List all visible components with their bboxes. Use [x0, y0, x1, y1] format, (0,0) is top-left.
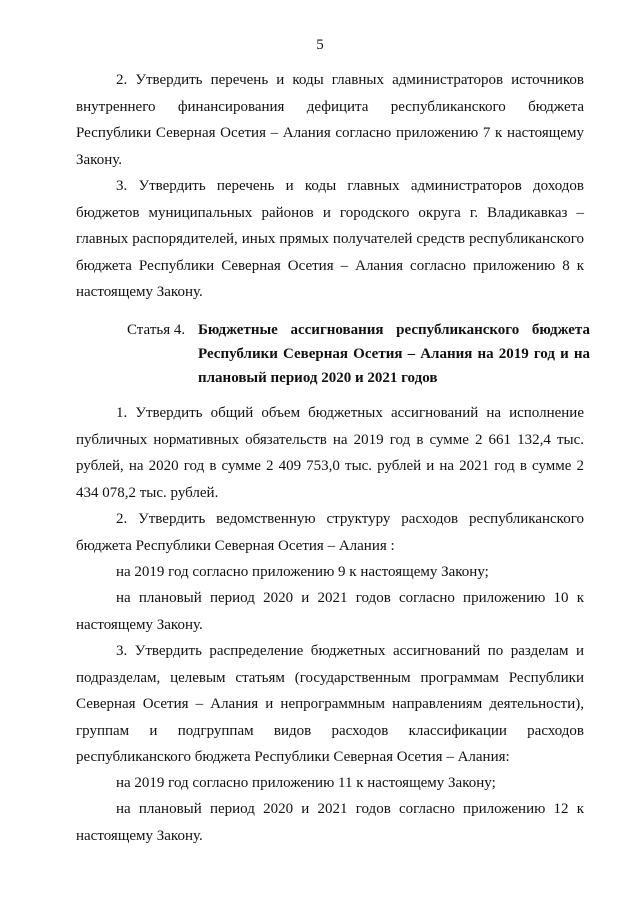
- article-label: Статья 4.: [127, 322, 186, 338]
- paragraph-allocation-distribution: 3. Утвердить распределение бюджетных ассигнований по разделам и подразделам, целевым статьям (государственным программам Республики Северная Осетия – Алания и непрограммным направлениям деятельности), группам и подгруппам видов расходов классификации расходов республиканского бюджета Республики Северная Осетия – Алания:: [76, 643, 584, 765]
- paragraph-planned-appendix-12: на плановый период 2020 и 2021 годов согласно приложению 12 к настоящему Закону.: [76, 801, 584, 844]
- page-number: 5: [316, 37, 324, 53]
- paragraph-admin-revenues: 3. Утвердить перечень и коды главных администраторов доходов бюджетов муниципальных районов и городского округа г. Владикавказ – главных распорядителей, иных прямых получателей средств республиканского бюджета Республики Северная Осетия – Алания согласно приложению 8 к настоящему Закону.: [76, 178, 584, 300]
- paragraph-2019-appendix-11: на 2019 год согласно приложению 11 к настоящему Закону;: [116, 775, 496, 791]
- article-title: Бюджетные ассигнования республиканского бюджета Республики Северная Осетия – Алания на 2019 год и на плановый период 2020 и 2021 годов: [198, 322, 590, 386]
- paragraph-admin-sources: 2. Утвердить перечень и коды главных администраторов источников внутреннего финансирования дефицита республиканского бюджета Республики Северная Осетия – Алания согласно приложению 7 к настоящему Закону.: [76, 72, 584, 168]
- paragraph-departmental-structure: 2. Утвердить ведомственную структуру расходов республиканского бюджета Республики Северная Осетия – Алания :: [76, 511, 584, 554]
- paragraph-2019-appendix-9: на 2019 год согласно приложению 9 к настоящему Закону;: [116, 564, 489, 580]
- paragraph-planned-appendix-10: на плановый период 2020 и 2021 годов согласно приложению 10 к настоящему Закону.: [76, 590, 584, 633]
- paragraph-public-obligations: 1. Утвердить общий объем бюджетных ассигнований на исполнение публичных нормативных обязательств на 2019 год в сумме 2 661 132,4 тыс. рублей, на 2020 год в сумме 2 409 753,0 тыс. рублей и на 2021 год в сумме 2 434 078,2 тыс. рублей.: [76, 405, 584, 501]
